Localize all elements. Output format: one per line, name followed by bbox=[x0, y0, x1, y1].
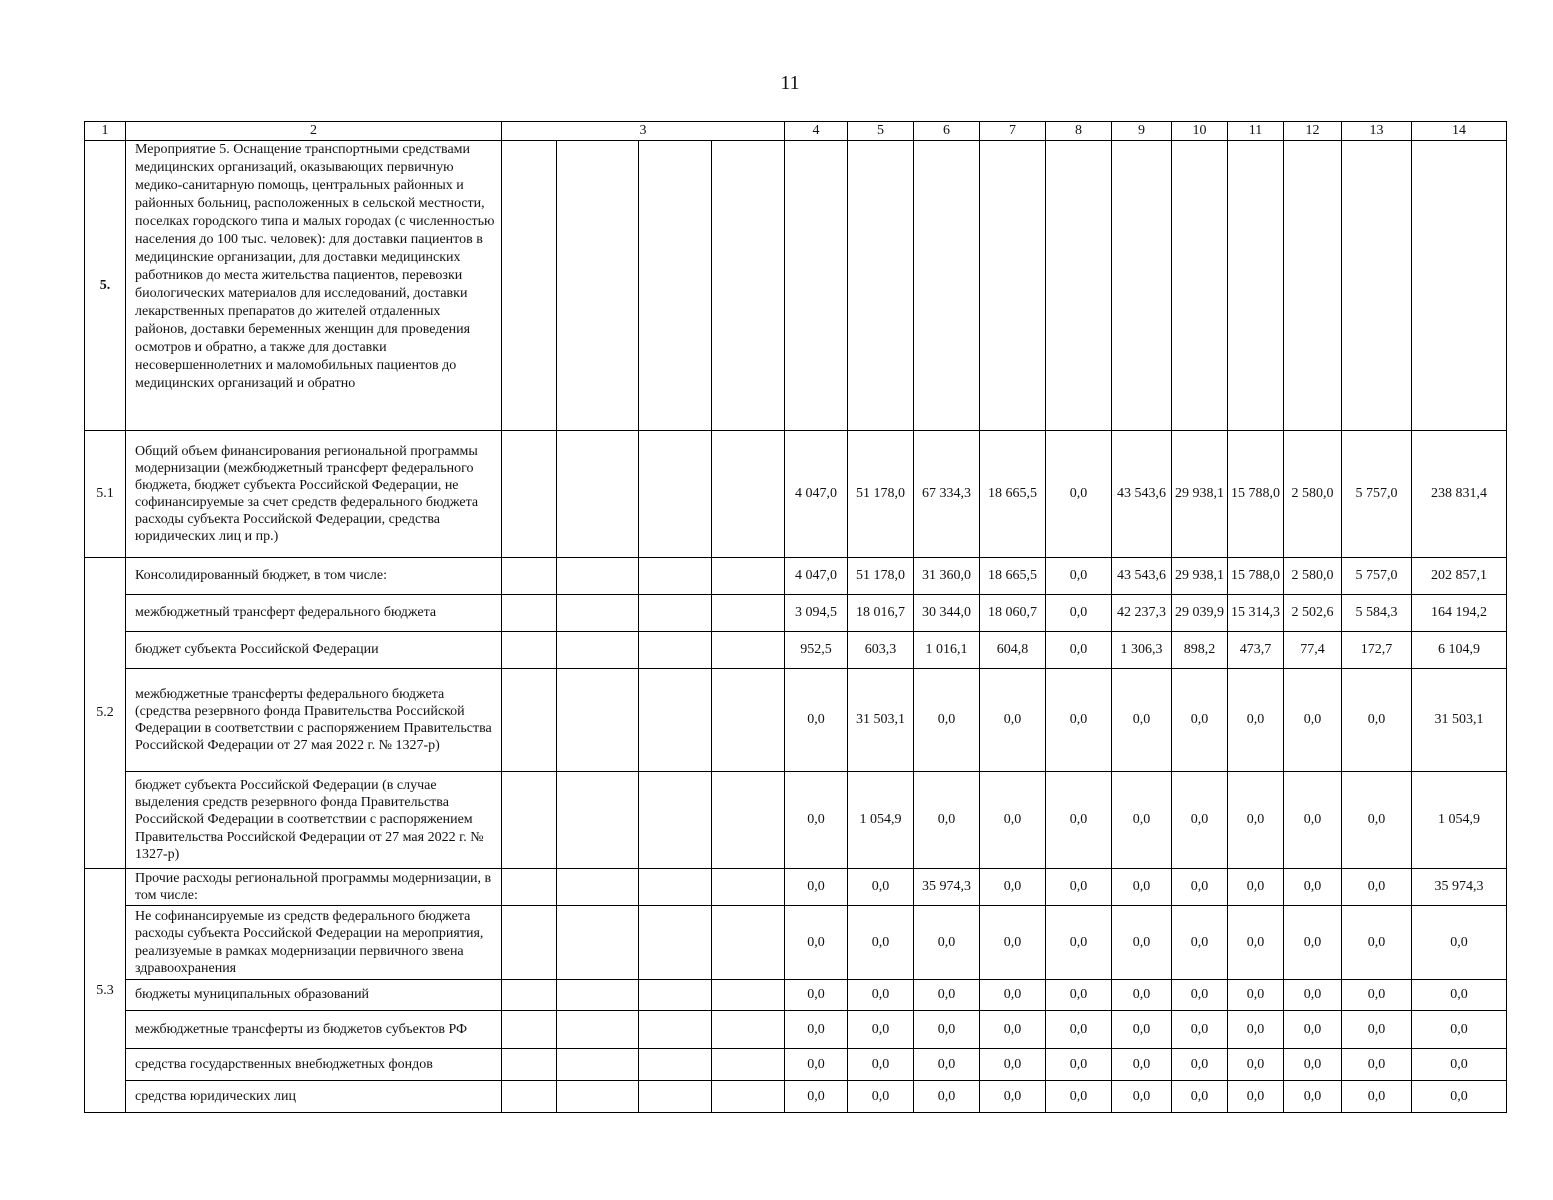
value-cell: 202 857,1 bbox=[1412, 558, 1507, 595]
table-row bbox=[85, 431, 1507, 558]
value-cell bbox=[1342, 141, 1412, 431]
value-cell: 0,0 bbox=[785, 772, 848, 869]
empty-cell bbox=[502, 1011, 557, 1049]
value-cell bbox=[1172, 141, 1228, 431]
empty-cell bbox=[557, 1081, 639, 1113]
value-cell: 0,0 bbox=[1284, 906, 1342, 980]
empty-cell bbox=[639, 980, 712, 1011]
value-cell: 31 360,0 bbox=[914, 558, 980, 595]
row-description-cell: Не софинансируемые из средств федерального бюджета расходы субъекта Российской Федерации на мероприятия, реализуемые в рамках модернизации первичного звена здравоохранения bbox=[126, 906, 502, 980]
value-cell: 0,0 bbox=[1284, 1011, 1342, 1049]
value-cell: 35 974,3 bbox=[914, 869, 980, 906]
value-cell: 0,0 bbox=[980, 1081, 1046, 1113]
value-cell: 0,0 bbox=[1412, 1081, 1507, 1113]
value-cell: 0,0 bbox=[914, 980, 980, 1011]
value-cell: 0,0 bbox=[1284, 869, 1342, 906]
empty-cell bbox=[557, 1011, 639, 1049]
value-cell: 0,0 bbox=[1228, 669, 1284, 772]
value-cell: 6 104,9 bbox=[1412, 632, 1507, 669]
table-row bbox=[85, 772, 1507, 869]
value-cell: 0,0 bbox=[785, 980, 848, 1011]
value-cell: 1 306,3 bbox=[1112, 632, 1172, 669]
empty-cell bbox=[502, 595, 557, 632]
header-cell: 2 bbox=[126, 122, 502, 141]
table-row bbox=[85, 906, 1507, 980]
empty-cell bbox=[557, 431, 639, 558]
value-cell: 603,3 bbox=[848, 632, 914, 669]
value-cell: 0,0 bbox=[1228, 980, 1284, 1011]
value-cell: 0,0 bbox=[1112, 669, 1172, 772]
value-cell: 67 334,3 bbox=[914, 431, 980, 558]
value-cell: 31 503,1 bbox=[848, 669, 914, 772]
empty-cell bbox=[639, 869, 712, 906]
value-cell: 0,0 bbox=[1284, 669, 1342, 772]
row-number-cell: 5.3 bbox=[85, 869, 126, 1113]
value-cell: 29 938,1 bbox=[1172, 558, 1228, 595]
value-cell: 43 543,6 bbox=[1112, 558, 1172, 595]
value-cell: 18 060,7 bbox=[980, 595, 1046, 632]
value-cell: 0,0 bbox=[1412, 1049, 1507, 1081]
value-cell: 18 665,5 bbox=[980, 431, 1046, 558]
value-cell: 0,0 bbox=[1046, 595, 1112, 632]
value-cell: 0,0 bbox=[785, 669, 848, 772]
value-cell: 238 831,4 bbox=[1412, 431, 1507, 558]
value-cell: 164 194,2 bbox=[1412, 595, 1507, 632]
header-cell: 1 bbox=[85, 122, 126, 141]
value-cell: 35 974,3 bbox=[1412, 869, 1507, 906]
empty-cell bbox=[712, 431, 785, 558]
value-cell: 0,0 bbox=[1172, 869, 1228, 906]
value-cell: 0,0 bbox=[980, 906, 1046, 980]
empty-cell bbox=[639, 1011, 712, 1049]
value-cell: 31 503,1 bbox=[1412, 669, 1507, 772]
empty-cell bbox=[502, 141, 557, 431]
value-cell: 0,0 bbox=[980, 1011, 1046, 1049]
value-cell bbox=[1112, 141, 1172, 431]
row-number-cell: 5.2 bbox=[85, 558, 126, 869]
value-cell: 0,0 bbox=[1046, 980, 1112, 1011]
value-cell: 0,0 bbox=[1046, 632, 1112, 669]
header-cell: 4 bbox=[785, 122, 848, 141]
empty-cell bbox=[639, 1081, 712, 1113]
empty-cell bbox=[557, 141, 639, 431]
empty-cell bbox=[639, 632, 712, 669]
value-cell: 0,0 bbox=[980, 772, 1046, 869]
table-row bbox=[85, 980, 1507, 1011]
value-cell: 0,0 bbox=[1342, 1011, 1412, 1049]
value-cell: 0,0 bbox=[914, 772, 980, 869]
value-cell: 604,8 bbox=[980, 632, 1046, 669]
row-description-cell: Мероприятие 5. Оснащение транспортными средствами медицинских организаций, оказывающих первичную медико-санитарную помощь, центральных районных и районных больниц, расположенных в сельской местности, поселках городского типа и малых городах (с численностью населения до 100 тыс. человек): для доставки пациентов в медицинские организации, для доставки медицинских работников до места жительства пациентов, перевозки биологических материалов для исследований, доставки лекарственных препаратов до жителей отдаленных районов, доставки беременных женщин для проведения осмотров и обратно, а также для доставки несовершеннолетних и маломобильных пациентов до медицинских организаций и обратно bbox=[126, 141, 502, 431]
value-cell: 29 938,1 bbox=[1172, 431, 1228, 558]
header-cell: 13 bbox=[1342, 122, 1412, 141]
empty-cell bbox=[639, 906, 712, 980]
table-row bbox=[85, 669, 1507, 772]
empty-cell bbox=[557, 1049, 639, 1081]
header-cell: 3 bbox=[502, 122, 785, 141]
value-cell: 0,0 bbox=[1228, 1011, 1284, 1049]
table-header-row bbox=[85, 122, 1507, 141]
value-cell: 0,0 bbox=[1228, 1081, 1284, 1113]
empty-cell bbox=[502, 669, 557, 772]
value-cell: 43 543,6 bbox=[1112, 431, 1172, 558]
empty-cell bbox=[502, 980, 557, 1011]
value-cell: 5 757,0 bbox=[1342, 431, 1412, 558]
empty-cell bbox=[639, 772, 712, 869]
empty-cell bbox=[502, 632, 557, 669]
budget-table bbox=[84, 121, 1507, 1113]
empty-cell bbox=[557, 906, 639, 980]
value-cell: 0,0 bbox=[914, 906, 980, 980]
row-description-cell: межбюджетные трансферты федерального бюджета (средства резервного фонда Правительства Российской Федерации в соответствии с распоряжением Правительства Российской Федерации от 27 мая 2022 г. № 1327-р) bbox=[126, 669, 502, 772]
row-description-cell: Прочие расходы региональной программы модернизации, в том числе: bbox=[126, 869, 502, 906]
empty-cell bbox=[639, 595, 712, 632]
empty-cell bbox=[712, 869, 785, 906]
header-cell: 9 bbox=[1112, 122, 1172, 141]
empty-cell bbox=[502, 869, 557, 906]
value-cell: 0,0 bbox=[1412, 906, 1507, 980]
value-cell: 0,0 bbox=[848, 906, 914, 980]
value-cell: 18 665,5 bbox=[980, 558, 1046, 595]
value-cell: 0,0 bbox=[1228, 1049, 1284, 1081]
empty-cell bbox=[639, 141, 712, 431]
value-cell: 0,0 bbox=[1172, 1049, 1228, 1081]
value-cell: 0,0 bbox=[980, 869, 1046, 906]
table-row bbox=[85, 558, 1507, 595]
empty-cell bbox=[712, 595, 785, 632]
value-cell: 0,0 bbox=[980, 1049, 1046, 1081]
header-cell: 7 bbox=[980, 122, 1046, 141]
empty-cell bbox=[502, 772, 557, 869]
value-cell: 0,0 bbox=[848, 980, 914, 1011]
value-cell: 5 757,0 bbox=[1342, 558, 1412, 595]
value-cell: 18 016,7 bbox=[848, 595, 914, 632]
value-cell: 0,0 bbox=[785, 906, 848, 980]
value-cell bbox=[980, 141, 1046, 431]
value-cell bbox=[785, 141, 848, 431]
value-cell: 0,0 bbox=[1342, 906, 1412, 980]
value-cell: 0,0 bbox=[785, 1049, 848, 1081]
value-cell: 0,0 bbox=[1112, 906, 1172, 980]
value-cell bbox=[848, 141, 914, 431]
value-cell: 0,0 bbox=[1284, 1081, 1342, 1113]
empty-cell bbox=[557, 772, 639, 869]
value-cell: 0,0 bbox=[1284, 980, 1342, 1011]
value-cell bbox=[1412, 141, 1507, 431]
empty-cell bbox=[502, 1049, 557, 1081]
row-description-cell: межбюджетный трансферт федерального бюджета bbox=[126, 595, 502, 632]
value-cell: 898,2 bbox=[1172, 632, 1228, 669]
empty-cell bbox=[712, 1011, 785, 1049]
value-cell: 0,0 bbox=[1046, 1011, 1112, 1049]
empty-cell bbox=[557, 669, 639, 772]
value-cell: 5 584,3 bbox=[1342, 595, 1412, 632]
value-cell: 0,0 bbox=[1342, 1081, 1412, 1113]
value-cell: 0,0 bbox=[1172, 980, 1228, 1011]
value-cell: 2 580,0 bbox=[1284, 558, 1342, 595]
value-cell: 4 047,0 bbox=[785, 558, 848, 595]
header-cell: 6 bbox=[914, 122, 980, 141]
empty-cell bbox=[639, 669, 712, 772]
value-cell: 0,0 bbox=[1046, 869, 1112, 906]
empty-cell bbox=[712, 1049, 785, 1081]
value-cell: 4 047,0 bbox=[785, 431, 848, 558]
value-cell: 0,0 bbox=[1342, 772, 1412, 869]
row-description-cell: бюджет субъекта Российской Федерации bbox=[126, 632, 502, 669]
value-cell: 0,0 bbox=[848, 869, 914, 906]
value-cell: 29 039,9 bbox=[1172, 595, 1228, 632]
empty-cell bbox=[712, 906, 785, 980]
value-cell: 0,0 bbox=[1342, 669, 1412, 772]
value-cell: 0,0 bbox=[1046, 558, 1112, 595]
empty-cell bbox=[712, 772, 785, 869]
value-cell: 0,0 bbox=[980, 669, 1046, 772]
value-cell: 0,0 bbox=[848, 1081, 914, 1113]
value-cell: 2 502,6 bbox=[1284, 595, 1342, 632]
table-row bbox=[85, 595, 1507, 632]
row-description-cell: бюджет субъекта Российской Федерации (в случае выделения средств резервного фонда Правительства Российской Федерации в соответствии с распоряжением Правительства Российской Федерации от 27 мая 2022 г. № 1327-р) bbox=[126, 772, 502, 869]
value-cell: 30 344,0 bbox=[914, 595, 980, 632]
empty-cell bbox=[712, 980, 785, 1011]
value-cell: 77,4 bbox=[1284, 632, 1342, 669]
value-cell: 0,0 bbox=[914, 1049, 980, 1081]
row-description-cell: бюджеты муниципальных образований bbox=[126, 980, 502, 1011]
row-number-cell: 5.1 bbox=[85, 431, 126, 558]
row-description-cell: Общий объем финансирования региональной программы модернизации (межбюджетный трансферт федерального бюджета, бюджет субъекта Российской Федерации, не софинансируемые за счет средств федерального бюджета расходы субъекта Российской Федерации, средства юридических лиц и пр.) bbox=[126, 431, 502, 558]
empty-cell bbox=[502, 558, 557, 595]
table-row bbox=[85, 1049, 1507, 1081]
header-cell: 5 bbox=[848, 122, 914, 141]
row-description-cell: межбюджетные трансферты из бюджетов субъектов РФ bbox=[126, 1011, 502, 1049]
empty-cell bbox=[502, 906, 557, 980]
value-cell: 0,0 bbox=[1046, 906, 1112, 980]
value-cell: 51 178,0 bbox=[848, 431, 914, 558]
value-cell: 0,0 bbox=[1228, 772, 1284, 869]
row-description-cell: Консолидированный бюджет, в том числе: bbox=[126, 558, 502, 595]
page-number: 11 bbox=[780, 72, 800, 94]
empty-cell bbox=[712, 632, 785, 669]
table-row bbox=[85, 869, 1507, 906]
value-cell: 0,0 bbox=[1342, 869, 1412, 906]
row-description-cell: средства государственных внебюджетных фондов bbox=[126, 1049, 502, 1081]
value-cell: 0,0 bbox=[1046, 431, 1112, 558]
header-cell: 12 bbox=[1284, 122, 1342, 141]
value-cell: 0,0 bbox=[1342, 1049, 1412, 1081]
header-cell: 14 bbox=[1412, 122, 1507, 141]
table-row bbox=[85, 141, 1507, 431]
value-cell: 3 094,5 bbox=[785, 595, 848, 632]
empty-cell bbox=[639, 1049, 712, 1081]
empty-cell bbox=[557, 558, 639, 595]
row-description-cell: средства юридических лиц bbox=[126, 1081, 502, 1113]
table-row bbox=[85, 1011, 1507, 1049]
header-cell: 11 bbox=[1228, 122, 1284, 141]
value-cell: 0,0 bbox=[914, 1011, 980, 1049]
value-cell: 0,0 bbox=[1172, 772, 1228, 869]
value-cell: 172,7 bbox=[1342, 632, 1412, 669]
value-cell: 0,0 bbox=[914, 669, 980, 772]
value-cell: 0,0 bbox=[848, 1011, 914, 1049]
empty-cell bbox=[502, 1081, 557, 1113]
empty-cell bbox=[557, 869, 639, 906]
empty-cell bbox=[639, 558, 712, 595]
value-cell: 0,0 bbox=[980, 980, 1046, 1011]
header-cell: 8 bbox=[1046, 122, 1112, 141]
value-cell: 0,0 bbox=[1284, 1049, 1342, 1081]
empty-cell bbox=[712, 669, 785, 772]
value-cell: 0,0 bbox=[1112, 772, 1172, 869]
value-cell: 0,0 bbox=[1412, 980, 1507, 1011]
value-cell: 0,0 bbox=[1342, 980, 1412, 1011]
value-cell: 0,0 bbox=[1046, 1081, 1112, 1113]
header-cell: 10 bbox=[1172, 122, 1228, 141]
table-row bbox=[85, 632, 1507, 669]
empty-cell bbox=[639, 431, 712, 558]
value-cell: 0,0 bbox=[1112, 1081, 1172, 1113]
value-cell: 0,0 bbox=[848, 1049, 914, 1081]
empty-cell bbox=[502, 431, 557, 558]
value-cell: 0,0 bbox=[1284, 772, 1342, 869]
value-cell: 0,0 bbox=[1112, 869, 1172, 906]
value-cell: 0,0 bbox=[1172, 1011, 1228, 1049]
value-cell: 0,0 bbox=[1172, 906, 1228, 980]
value-cell: 42 237,3 bbox=[1112, 595, 1172, 632]
value-cell: 952,5 bbox=[785, 632, 848, 669]
row-number-cell: 5. bbox=[85, 141, 126, 431]
value-cell: 0,0 bbox=[1228, 906, 1284, 980]
value-cell bbox=[1046, 141, 1112, 431]
value-cell: 0,0 bbox=[1112, 1049, 1172, 1081]
value-cell: 15 788,0 bbox=[1228, 558, 1284, 595]
value-cell: 0,0 bbox=[1112, 1011, 1172, 1049]
value-cell: 1 016,1 bbox=[914, 632, 980, 669]
empty-cell bbox=[557, 980, 639, 1011]
empty-cell bbox=[712, 558, 785, 595]
value-cell: 0,0 bbox=[1112, 980, 1172, 1011]
value-cell: 2 580,0 bbox=[1284, 431, 1342, 558]
value-cell: 15 788,0 bbox=[1228, 431, 1284, 558]
value-cell bbox=[1228, 141, 1284, 431]
empty-cell bbox=[557, 595, 639, 632]
value-cell: 0,0 bbox=[785, 1081, 848, 1113]
value-cell bbox=[914, 141, 980, 431]
value-cell bbox=[1284, 141, 1342, 431]
value-cell: 0,0 bbox=[785, 1011, 848, 1049]
empty-cell bbox=[712, 141, 785, 431]
value-cell: 0,0 bbox=[1172, 669, 1228, 772]
empty-cell bbox=[557, 632, 639, 669]
value-cell: 0,0 bbox=[914, 1081, 980, 1113]
value-cell: 0,0 bbox=[785, 869, 848, 906]
value-cell: 473,7 bbox=[1228, 632, 1284, 669]
value-cell: 0,0 bbox=[1046, 669, 1112, 772]
value-cell: 0,0 bbox=[1172, 1081, 1228, 1113]
value-cell: 15 314,3 bbox=[1228, 595, 1284, 632]
value-cell: 0,0 bbox=[1046, 1049, 1112, 1081]
table-row bbox=[85, 1081, 1507, 1113]
value-cell: 0,0 bbox=[1046, 772, 1112, 869]
value-cell: 1 054,9 bbox=[848, 772, 914, 869]
value-cell: 0,0 bbox=[1412, 1011, 1507, 1049]
value-cell: 1 054,9 bbox=[1412, 772, 1507, 869]
value-cell: 0,0 bbox=[1228, 869, 1284, 906]
value-cell: 51 178,0 bbox=[848, 558, 914, 595]
empty-cell bbox=[712, 1081, 785, 1113]
